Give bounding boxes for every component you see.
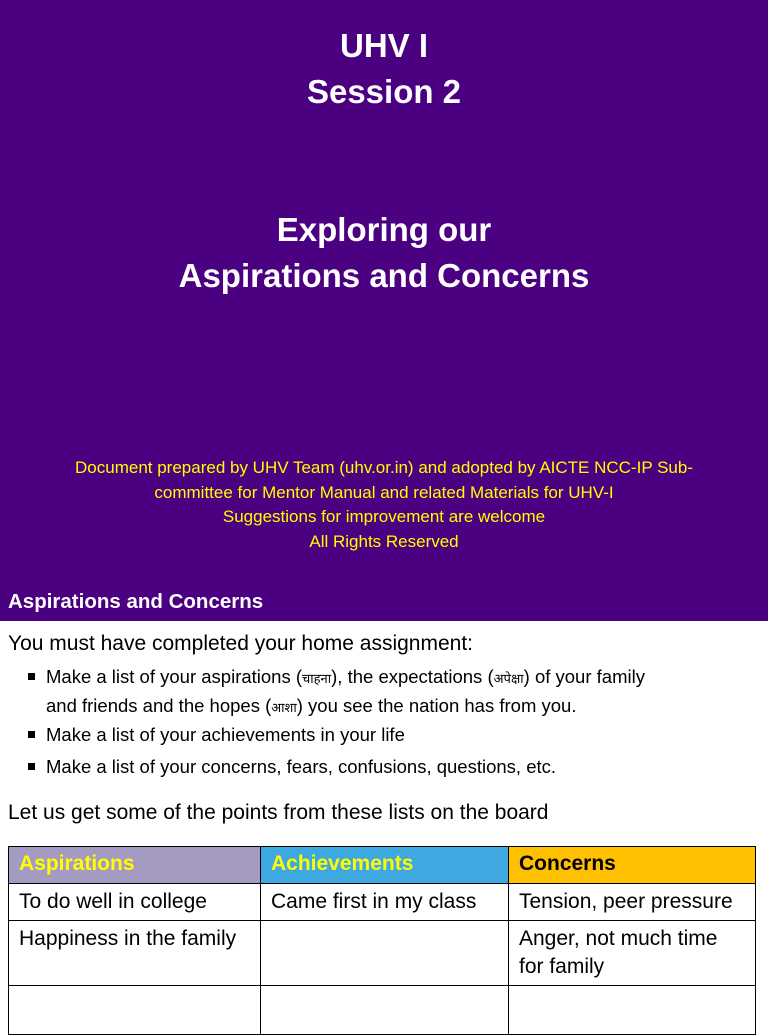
- square-bullet-icon: [28, 763, 35, 770]
- lead-text: Let us get some of the points from these lists on the board: [8, 801, 549, 824]
- table-row: [9, 986, 756, 1035]
- points-table: [8, 846, 756, 1035]
- bullet-text: [46, 664, 758, 722]
- slide-header-title: Aspirations and Concerns: [8, 590, 264, 613]
- table-row: [9, 921, 756, 986]
- table-cell: Happiness in the family: [9, 921, 261, 986]
- square-bullet-icon: [28, 673, 35, 680]
- table-cell: To do well in college: [9, 884, 261, 921]
- bullet-text-part: ) you see the nation has from you.: [296, 695, 577, 716]
- table-cell: Came first in my class: [261, 884, 509, 921]
- credits-line: All Rights Reserved: [309, 531, 459, 551]
- header-aspirations: Aspirations: [9, 847, 261, 884]
- table-cell: [9, 986, 261, 1035]
- credits-line: committee for Mentor Manual and related Materials for UHV-I: [154, 482, 614, 502]
- title-line-2: Session 2: [306, 73, 462, 110]
- header-concerns: Concerns: [509, 847, 756, 884]
- bullet-text-part: and friends and the hopes (: [46, 695, 272, 716]
- bullet-text-part: Make a list of your aspirations (: [46, 666, 303, 687]
- credits-line: Document prepared by UHV Team (uhv.or.in) and adopted by AICTE NCC-IP Sub-: [75, 458, 693, 477]
- hindi-term: आशा: [271, 701, 297, 716]
- hindi-term: चाहना: [302, 672, 332, 687]
- bullet-text-part: ) of your family: [523, 666, 645, 687]
- table-cell: Tension, peer pressure: [509, 884, 756, 921]
- title-line-1: UHV I: [339, 27, 428, 64]
- slide-header: [0, 585, 768, 621]
- table-header-row: [9, 847, 756, 884]
- table-cell: [509, 986, 756, 1035]
- bullet-text-part: ), the expectations (: [331, 666, 494, 687]
- credits-line: Suggestions for improvement are welcome: [222, 507, 546, 526]
- credits: [0, 456, 768, 554]
- table-cell: [261, 921, 509, 986]
- square-bullet-icon: [28, 731, 35, 738]
- table-cell: Anger, not much time for family: [509, 921, 756, 986]
- hindi-term: अपेक्षा: [493, 672, 524, 687]
- subtitle-line-2: Aspirations and Concerns: [178, 257, 590, 294]
- bullet-text: Make a list of your achievements in your life: [46, 724, 405, 745]
- table-row: [9, 884, 756, 921]
- header-achievements: Achievements: [261, 847, 509, 884]
- bullet-text: Make a list of your concerns, fears, confusions, questions, etc.: [46, 756, 557, 777]
- intro-text: You must have completed your home assignment:: [8, 632, 473, 655]
- subtitle-line-1: Exploring our: [276, 211, 492, 248]
- table-cell: [261, 986, 509, 1035]
